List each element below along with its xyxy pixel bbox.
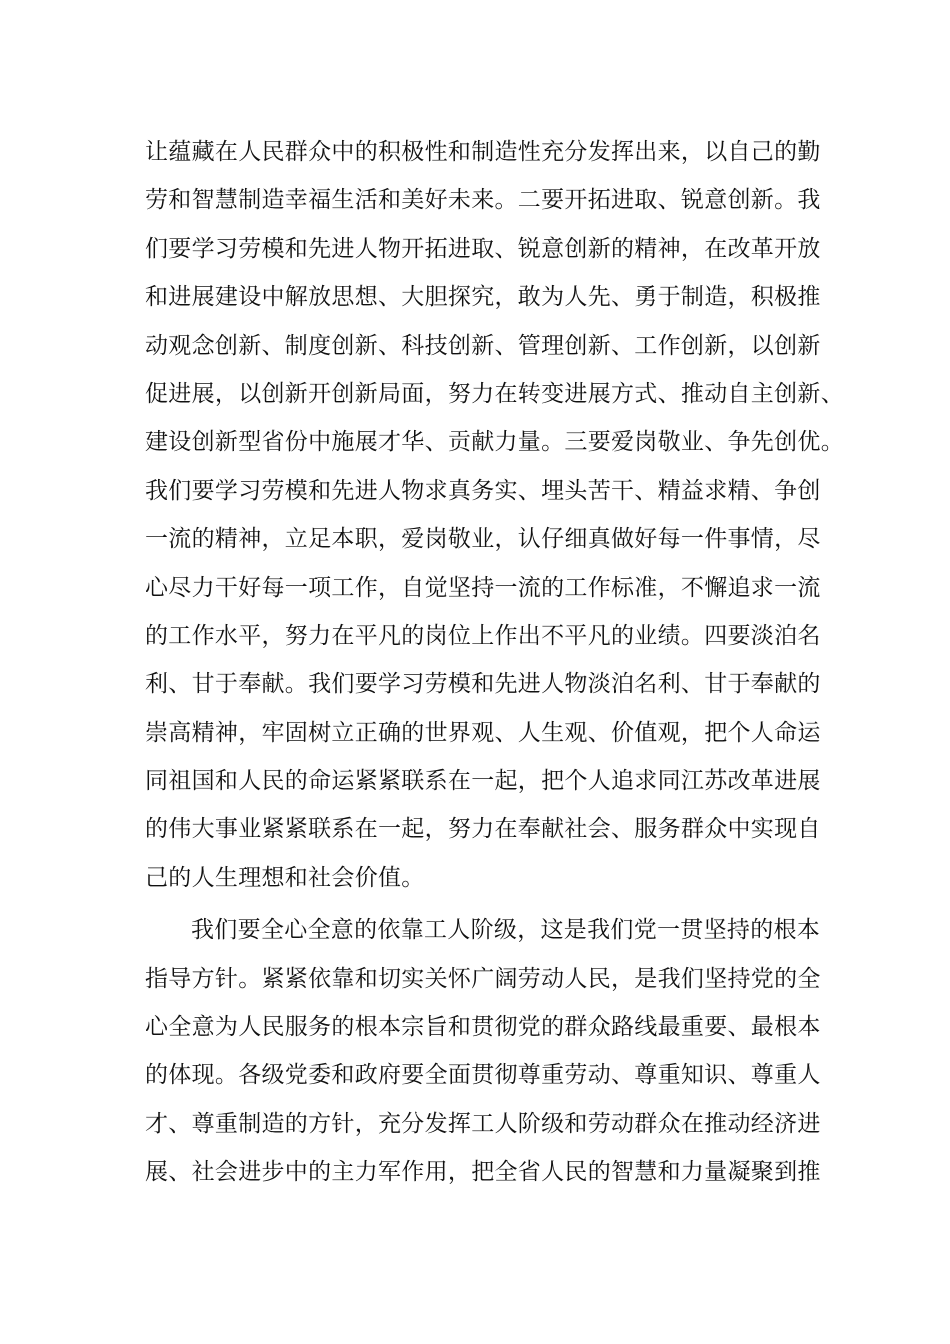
- text-line: 同祖国和人民的命运紧紧联系在一起，把个人追求同江苏改革进展: [145, 768, 821, 795]
- text-line: 一流的精神，立足本职，爱岗敬业，认仔细真做好每一件事情，尽: [145, 526, 821, 553]
- text-line: 展、社会进步中的主力军作用，把全省人民的智慧和力量凝聚到推: [145, 1159, 821, 1186]
- text-line: 我们要学习劳模和先进人物求真务实、埋头苦干、精益求精、争创: [145, 477, 821, 504]
- paragraph-1: [145, 128, 844, 902]
- text-line: 的工作水平，努力在平凡的岗位上作出不平凡的业绩。四要淡泊名: [145, 622, 821, 649]
- text-line: 促进展，以创新开创新局面，努力在转变进展方式、推动自主创新、: [145, 380, 844, 407]
- text-line: 我们要全心全意的依靠工人阶级，这是我们党一贯坚持的根本: [191, 917, 821, 944]
- text-line: 己的人生理想和社会价值。: [145, 864, 425, 891]
- text-line: 动观念创新、制度创新、科技创新、管理创新、工作创新，以创新: [145, 332, 821, 359]
- text-line: 才、尊重制造的方针，充分发挥工人阶级和劳动群众在推动经济进: [145, 1110, 821, 1137]
- text-line: 让蕴藏在人民群众中的积极性和制造性充分发挥出来，以自己的勤: [145, 139, 821, 165]
- text-line: 们要学习劳模和先进人物开拓进取、锐意创新的精神，在改革开放: [145, 235, 821, 262]
- text-line: 崇高精神，牢固树立正确的世界观、人生观、价值观，把个人命运: [145, 719, 821, 746]
- text-line: 的体现。各级党委和政府要全面贯彻尊重劳动、尊重知识、尊重人: [145, 1062, 821, 1089]
- text-line: 利、甘于奉献。我们要学习劳模和先进人物淡泊名利、甘于奉献的: [145, 671, 821, 698]
- text-line: 劳和智慧制造幸福生活和美好未来。二要开拓进取、锐意创新。我: [145, 187, 821, 214]
- text-line: 心全意为人民服务的根本宗旨和贯彻党的群众路线最重要、最根本: [145, 1014, 821, 1041]
- document-body: [145, 128, 844, 1197]
- text-line: 指导方针。紧紧依靠和切实关怀广阔劳动人民，是我们坚持党的全: [145, 965, 821, 992]
- text-line: 的伟大事业紧紧联系在一起，努力在奉献社会、服务群众中实现自: [145, 816, 821, 843]
- text-line: 和进展建设中解放思想、大胆探究，敢为人先、勇于制造，积极推: [145, 284, 821, 311]
- text-line: 建设创新型省份中施展才华、贡献力量。三要爱岗敬业、争先创优。: [145, 429, 844, 456]
- text-line: 心尽力干好每一项工作，自觉坚持一流的工作标准，不懈追求一流: [145, 574, 821, 601]
- paragraph-2: [145, 906, 825, 1196]
